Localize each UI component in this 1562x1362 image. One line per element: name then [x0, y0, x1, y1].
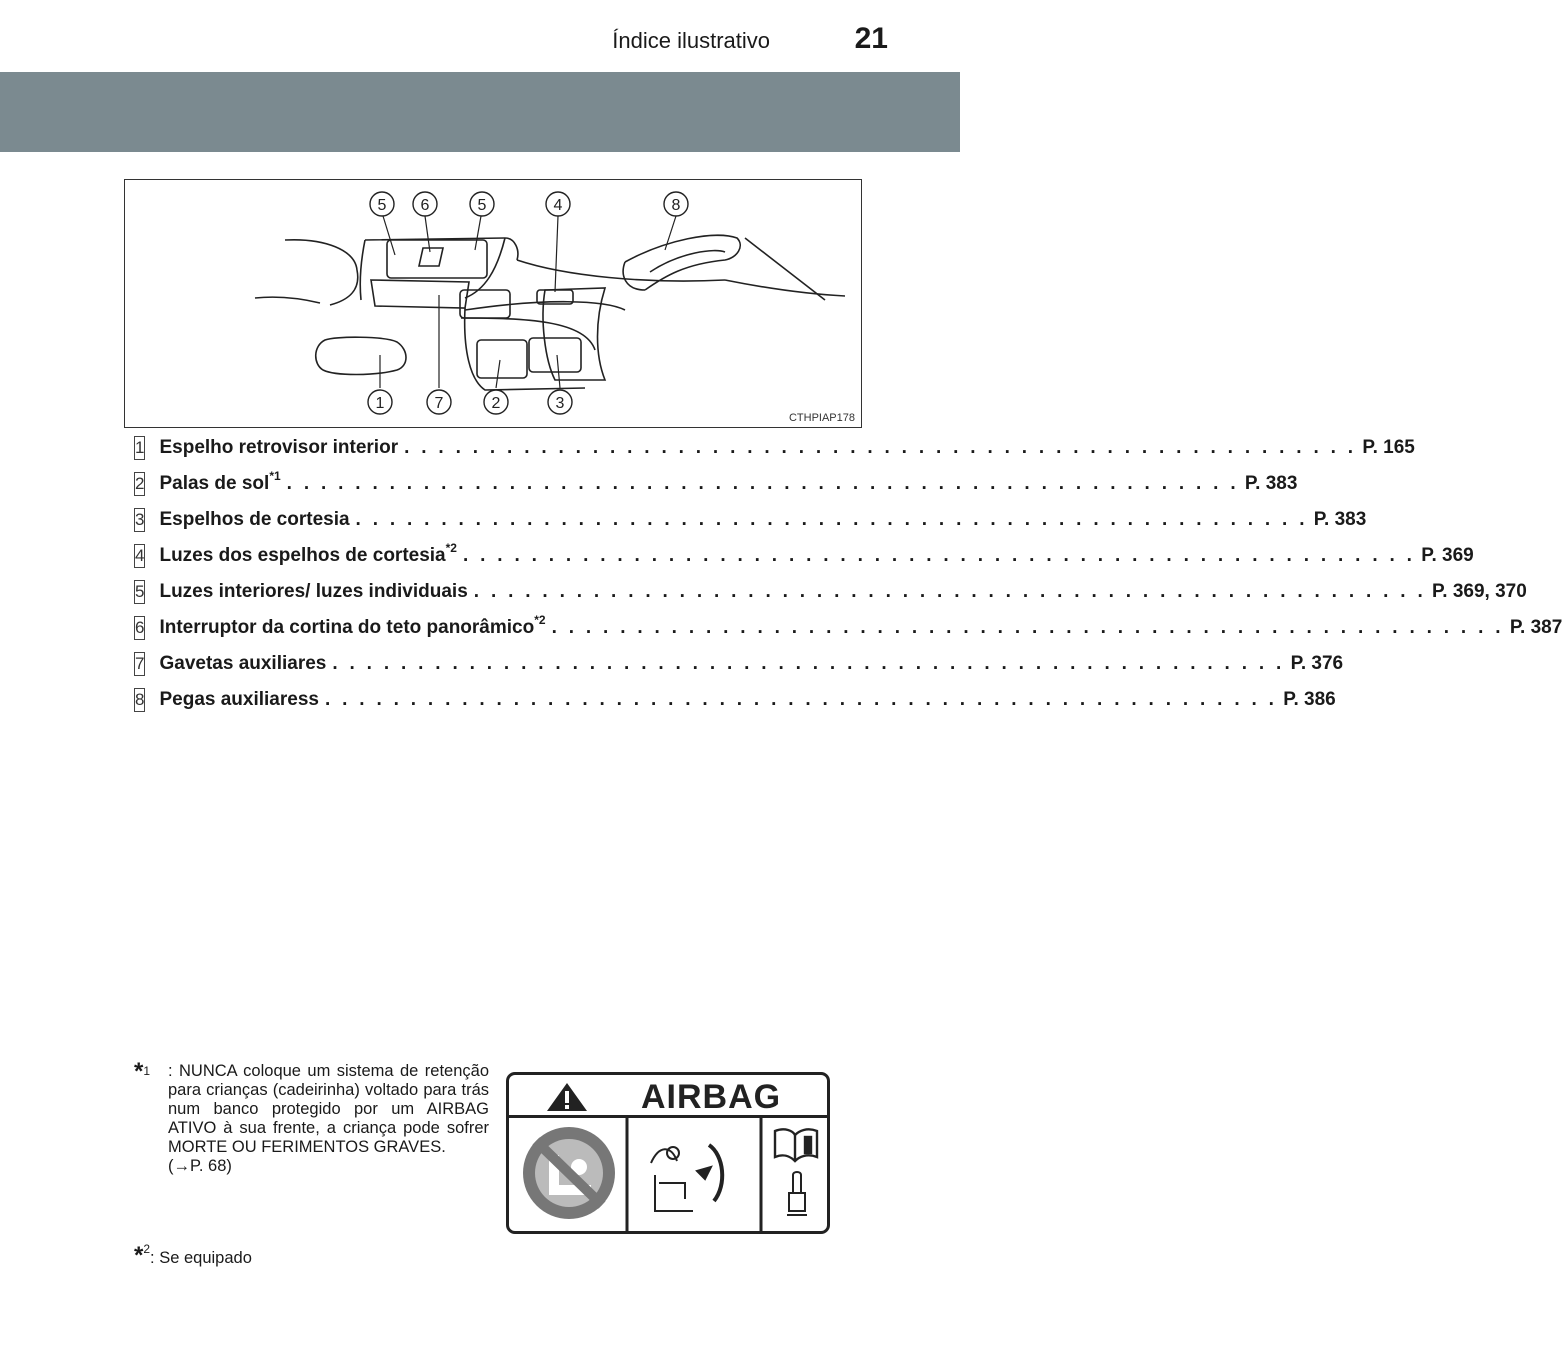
hand-finger-icon: [787, 1172, 807, 1215]
seat-airbag-deploy-icon: [651, 1145, 722, 1211]
item-number: 4: [134, 544, 145, 568]
item-label: Pegas auxiliaress: [159, 689, 319, 710]
leader-dots: . . . . . . . . . . . . . . . . . . . . . . . . . . . . . . . . . . . . . . . . . . . . . . . . . . . . . . . .: [551, 617, 1504, 638]
leader-dots: . . . . . . . . . . . . . . . . . . . . . . . . . . . . . . . . . . . . . . . . . . . . . . . . . . . . . . . .: [286, 473, 1239, 494]
callout-3: 3: [555, 395, 565, 412]
airbag-pictograms: [509, 1075, 827, 1231]
callout-5a: 5: [377, 197, 387, 214]
item-label: Gavetas auxiliares: [159, 653, 327, 674]
leader-dots: . . . . . . . . . . . . . . . . . . . . . . . . . . . . . . . . . . . . . . . . . . . . . . . . . . . . . . . .: [355, 509, 1308, 530]
item-number: 5: [134, 580, 145, 604]
list-item: [134, 682, 1336, 718]
leader-dots: . . . . . . . . . . . . . . . . . . . . . . . . . . . . . . . . . . . . . . . . . . . . . . . . . . . . . . . .: [332, 653, 1285, 674]
item-label: Palas de sol$^{*1}$: [159, 469, 281, 494]
leader-dots: . . . . . . . . . . . . . . . . . . . . . . . . . . . . . . . . . . . . . . . . . . . . . . . . . . . . . . . .: [462, 545, 1416, 566]
page-ref-link[interactable]: P. 386: [1283, 689, 1336, 710]
page-ref-link[interactable]: P. 383: [1313, 509, 1367, 530]
footnote-1-text: : NUNCA coloque um sistema de retenção para crianças (cadeirinha) voltado para trás num banco protegido por um AIRBAG ATIVO à sua frente, a criança pode sofrer MORTE OU FERIMENTOS GRAVES.: [168, 1062, 489, 1156]
figure-code: CTHPIAP178: [788, 412, 855, 424]
airbag-warning-label: [506, 1072, 830, 1234]
callout-2: 2: [491, 395, 501, 412]
airbag-title: AIRBAG: [641, 1078, 782, 1116]
list-item: [134, 538, 1474, 574]
callout-6: 6: [420, 197, 430, 214]
footnote-ref: *2: [445, 541, 457, 555]
footnote-2: *$^2$: Se equipado: [134, 1242, 252, 1269]
footnote-2-text: : Se equipado: [150, 1249, 252, 1267]
page-ref-link[interactable]: P. 369, 370: [1432, 581, 1527, 602]
item-label: Luzes interiores/ luzes individuais: [159, 581, 468, 602]
footnote-1-ref[interactable]: (→P. 68): [168, 1157, 232, 1175]
warning-triangle-icon: [547, 1083, 587, 1111]
footnote-ref: *2: [534, 613, 546, 627]
interior-ceiling-illustration: [124, 179, 862, 428]
page-ref-link[interactable]: P. 165: [1362, 437, 1415, 458]
info-book-icon: [775, 1129, 817, 1161]
item-number: 1: [134, 436, 145, 460]
callout-5b: 5: [477, 197, 487, 214]
item-number: 3: [134, 508, 145, 532]
page-ref-link[interactable]: P. 369: [1421, 545, 1474, 566]
item-number: 6: [134, 616, 145, 640]
item-number: 2: [134, 472, 145, 496]
list-item: [134, 574, 1527, 610]
item-label: Espelhos de cortesia: [159, 509, 350, 530]
page-ref-link[interactable]: P. 376: [1290, 653, 1344, 674]
list-item: [134, 646, 1344, 682]
leader-dots: . . . . . . . . . . . . . . . . . . . . . . . . . . . . . . . . . . . . . . . . . . . . . . . . . . . . . . . .: [324, 689, 1278, 710]
section-title: Índice ilustrativo: [612, 28, 770, 53]
footnote-1-marker: *$^1$: [134, 1058, 151, 1085]
prohibited-child-seat-icon: [523, 1127, 615, 1219]
callout-8: 8: [671, 197, 681, 214]
header-band: [0, 0, 960, 64]
callouts-bottom: [368, 390, 572, 414]
page-number: 21: [854, 22, 888, 55]
ceiling-drawing: [125, 180, 861, 427]
list-item: [134, 610, 1562, 646]
page-ref-link[interactable]: P. 387: [1509, 617, 1562, 638]
list-item: [134, 466, 1298, 502]
item-label: Interruptor da cortina do teto panorâmico$^{*2}$: [159, 613, 546, 638]
list-item: [134, 430, 1415, 466]
item-label: Espelho retrovisor interior: [159, 437, 399, 458]
page-ref-link[interactable]: P. 383: [1244, 473, 1298, 494]
item-number: 7: [134, 652, 145, 676]
item-number: 8: [134, 688, 145, 712]
footnote-ref: *1: [269, 469, 281, 483]
section-band: [0, 72, 960, 152]
item-label: Luzes dos espelhos de cortesia$^{*2}$: [159, 541, 457, 566]
leader-dots: . . . . . . . . . . . . . . . . . . . . . . . . . . . . . . . . . . . . . . . . . . . . . . . . . . . . . . . .: [404, 437, 1357, 458]
leader-dots: . . . . . . . . . . . . . . . . . . . . . . . . . . . . . . . . . . . . . . . . . . . . . . . . . . . . . . . .: [473, 581, 1427, 602]
callouts-top: [370, 192, 688, 216]
footnote-1: [134, 1058, 489, 1176]
list-item: [134, 502, 1367, 538]
callout-7: 7: [434, 395, 444, 412]
callout-4: 4: [553, 197, 563, 214]
callout-1: 1: [375, 395, 385, 412]
